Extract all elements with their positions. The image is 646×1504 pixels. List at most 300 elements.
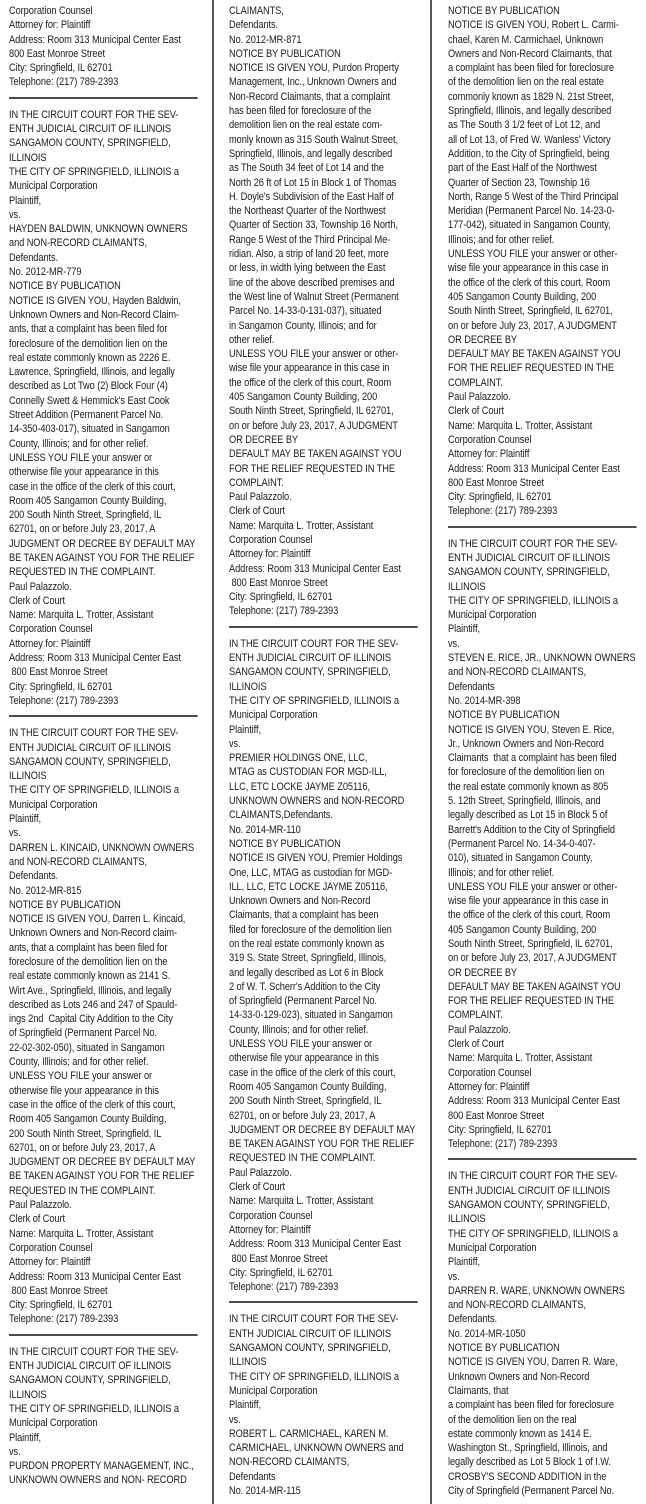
notice-line: Address: Room 313 Municipal Center East <box>229 1238 401 1251</box>
notice-line: ILLINOIS <box>229 1356 267 1369</box>
notice-line: Springfield, Illinois, and legally described <box>448 105 612 118</box>
notice-line: NOTICE BY PUBLICATION <box>448 709 560 722</box>
notice-line: Unknown Owners and Non-Record <box>229 895 371 908</box>
notice-line: Paul Palazzolo. <box>9 1199 72 1212</box>
notice-line: ENTH JUDICIAL CIRCUIT OF ILLINOIS <box>9 123 172 136</box>
notice-line: COMPLAINT. <box>448 376 503 389</box>
notice-line: of Springfield (Permanent Parcel No. <box>229 995 377 1008</box>
notice-line: Corporation Counsel <box>9 5 93 17</box>
notice-line: JUDGMENT OR DECREE BY DEFAULT MAY <box>229 1123 416 1136</box>
notice-line: STEVEN E. RICE, JR., UNKNOWN OWNERS <box>448 652 636 665</box>
notice-line: UNLESS YOU FILE your answer or <box>9 451 153 464</box>
notice-line: the office of the clerk of this court, Room <box>229 376 392 389</box>
notice-line: No. 2012-MR-871 <box>229 33 302 46</box>
notice-line: No. 2014-MR-115 <box>229 1484 301 1497</box>
notice-line: City: Springfield, IL 62701 <box>9 62 113 75</box>
notice-line: THE CITY OF SPRINGFIELD, ILLINOIS a <box>9 1402 179 1415</box>
notice-line: and legally described as Lot 6 in Block <box>229 966 384 979</box>
notice-line: in Sangamon County, Illinois; and for <box>229 319 377 332</box>
notice-line: Room 405 Sangamon County Building, <box>9 494 167 507</box>
notice-line: SANGAMON COUNTY, SPRINGFIELD, <box>229 1342 391 1355</box>
notice-line: DARREN R. WARE, UNKNOWN OWNERS <box>448 1284 625 1297</box>
notice-line: City: Springfield, IL 62701 <box>9 680 113 693</box>
notice-line: Defendants <box>229 1470 276 1483</box>
notice-line: Municipal Corporation <box>448 1241 537 1254</box>
notice-line: ants, that a complaint has been filed for <box>9 941 168 954</box>
notice-line: vs. <box>448 637 460 650</box>
notice-line: monly known as 315 South Walnut Street, <box>229 133 398 146</box>
notice-line: ILLINOIS <box>448 580 486 593</box>
notice-line: Defendants. <box>9 870 59 883</box>
notice-line: Meridian (Permanent Parcel No. 14-23-0- <box>448 205 615 218</box>
notice-line: ILLINOIS <box>229 680 267 693</box>
notice-line: City: Springfield, IL 62701 <box>9 1299 113 1312</box>
notice-line: REQUESTED IN THE COMPLAINT. <box>9 1184 156 1197</box>
notice-line: vs. <box>9 827 21 840</box>
notice-line: County, Illinois; and for other relief. <box>9 437 149 450</box>
notice-line: ings 2nd Capital City Addition to the City <box>9 1013 173 1026</box>
notice-line: UNKNOWN OWNERS and NON- RECORD <box>9 1474 187 1487</box>
notice-line: 800 East Monroe Street <box>448 1109 545 1122</box>
notice-line: IN THE CIRCUIT COURT FOR THE SEV- <box>448 1170 618 1183</box>
notice-line: as The South 34 feet of Lot 14 and the <box>229 162 384 175</box>
notice-line: Plaintiff, <box>9 1431 41 1444</box>
notice-line: described as Lots 246 and 247 of Spauld- <box>9 998 178 1011</box>
notice-line: FOR THE RELIEF REQUESTED IN THE <box>448 362 614 375</box>
notice-line: BE TAKEN AGAINST YOU FOR THE RELIEF <box>229 1138 415 1151</box>
notice-2012-MR-815 <box>9 726 206 1326</box>
notice-line: 177-042), situated in Sangamon County, <box>448 219 611 232</box>
notice-line: No. 2014-MR-110 <box>229 823 301 836</box>
notice-line: Telephone: (217) 789-2393 <box>229 605 339 618</box>
notice-line: IN THE CIRCUIT COURT FOR THE SEV- <box>229 1313 399 1326</box>
notice-line: NOTICE IS GIVEN YOU, Robert L. Carmi- <box>448 19 619 32</box>
notice-line: One, LLC, MTAG as custodian for MGD- <box>229 866 393 879</box>
notice-line: other relief. <box>229 333 275 346</box>
notice-line: Paul Palazzolo. <box>448 1023 511 1036</box>
notice-2012-MR-779 <box>9 108 206 708</box>
notice-line: THE CITY OF SPRINGFIELD, ILLINOIS a <box>448 1227 618 1240</box>
notice-line: of Springfield (Permanent Parcel No. <box>9 1027 157 1040</box>
notice-line: NOTICE BY PUBLICATION <box>229 837 341 850</box>
notice-line: 800 East Monroe Street <box>448 476 545 489</box>
notice-line: UNLESS YOU FILE your answer or <box>9 1070 153 1083</box>
column-1-content <box>9 4 206 1488</box>
notice-line: Telephone: (217) 789-2393 <box>9 76 119 89</box>
notice-line: Wirt Ave., Springfield, Illinois, and legally <box>9 984 172 997</box>
notice-line: 800 East Monroe Street <box>9 1284 108 1297</box>
notice-line: SANGAMON COUNTY, SPRINGFIELD, <box>448 1199 610 1212</box>
notice-line: NOTICE IS GIVEN YOU, Darren R. Ware, <box>448 1356 618 1369</box>
notice-line: Clerk of Court <box>448 1038 505 1051</box>
notice-line: PREMIER HOLDINGS ONE, LLC, <box>229 752 368 765</box>
notice-line: Attorney for: Plaintiff <box>9 637 91 650</box>
notice-line: No. 2012-MR-779 <box>9 266 82 279</box>
notice-line: 62701, on or before July 23, 2017, A <box>9 523 156 536</box>
notice-line: Clerk of Court <box>9 594 66 607</box>
notice-line: Owners and Non-Record Claimants, that <box>448 47 612 60</box>
notice-line: FOR THE RELIEF REQUESTED IN THE <box>448 995 614 1008</box>
notice-line: Address: Room 313 Municipal Center East <box>9 33 181 46</box>
notice-line: THE CITY OF SPRINGFIELD, ILLINOIS a <box>9 784 179 797</box>
notice-line: Street Addition (Permanent Parcel No. <box>9 409 164 422</box>
notice-line: estate commonly known as 1414 E. <box>448 1427 592 1440</box>
notice-line: BE TAKEN AGAINST YOU FOR THE RELIEF <box>9 1170 195 1183</box>
notice-line: THE CITY OF SPRINGFIELD, ILLINOIS a <box>448 594 618 607</box>
notice-line: ENTH JUDICIAL CIRCUIT OF ILLINOIS <box>9 741 172 754</box>
notice-line: DEFAULT MAY BE TAKEN AGAINST YOU <box>229 448 402 461</box>
notice-line: otherwise file your appearance in this <box>229 1052 379 1065</box>
notice-line: Attorney for: Plaintiff <box>9 19 91 32</box>
notice-line: 800 East Monroe Street <box>9 666 108 679</box>
notice-line: UNLESS YOU FILE your answer or other- <box>229 348 399 361</box>
notice-line: THE CITY OF SPRINGFIELD, ILLINOIS a <box>229 694 399 707</box>
notice-2014-MR-115-continuation <box>448 4 645 519</box>
notice-separator-rule <box>229 626 418 628</box>
notice-line: NOTICE BY PUBLICATION <box>9 898 121 911</box>
notice-line: wise file your appearance in this case in <box>448 895 609 908</box>
notice-line: Paul Palazzolo. <box>229 1166 292 1179</box>
notice-line: vs. <box>9 208 21 221</box>
notice-line: PURDON PROPERTY MANAGEMENT, INC., <box>9 1460 194 1473</box>
notice-line: ILL, LLC, ETC LOCKE JAYME Z05116, <box>229 880 388 893</box>
notice-line: ENTH JUDICIAL CIRCUIT OF ILLINOIS <box>448 1184 611 1197</box>
notice-line: on or before July 23, 2017, A JUDGMENT <box>229 419 398 432</box>
notice-line: ENTH JUDICIAL CIRCUIT OF ILLINOIS <box>229 1327 392 1340</box>
notice-line: Telephone: (217) 789-2393 <box>9 694 119 707</box>
legal-notices-column-1 <box>0 0 212 1504</box>
notice-line: case in the office of the clerk of this court, <box>9 480 176 493</box>
notice-line: Telephone: (217) 789-2393 <box>9 1313 119 1326</box>
notice-2014-MR-1050-start <box>448 1169 645 1498</box>
notice-line: THE CITY OF SPRINGFIELD, ILLINOIS a <box>9 165 179 178</box>
notice-line: OR DECREE BY <box>448 333 518 346</box>
notice-line: Municipal Corporation <box>9 1417 98 1430</box>
notice-line: NOTICE BY PUBLICATION <box>9 280 121 293</box>
notice-line: County, Illinois; and for other relief. <box>229 1023 369 1036</box>
notice-line: demolition lien on the real estate com- <box>229 119 383 132</box>
notice-line: BE TAKEN AGAINST YOU FOR THE RELIEF <box>9 551 195 564</box>
notice-line: case in the office of the clerk of this court, <box>229 1066 396 1079</box>
notice-line: 800 East Monroe Street <box>9 47 106 60</box>
notice-line: South Ninth Street, Springfield, IL 62701, <box>448 305 613 318</box>
notice-line: ILLINOIS <box>448 1213 486 1226</box>
notice-separator-rule <box>448 1158 637 1160</box>
notice-line: ENTH JUDICIAL CIRCUIT OF ILLINOIS <box>9 1360 172 1373</box>
notice-line: Attorney for: Plaintiff <box>229 548 311 561</box>
notice-line: 319 S. State Street, Springfield, Illinois, <box>229 952 387 965</box>
notice-line: NOTICE IS GIVEN YOU, Darren L. Kincaid, <box>9 913 186 926</box>
notice-line: South Ninth Street, Springfield, IL 62701, <box>448 938 613 950</box>
notice-line: Telephone: (217) 789-2393 <box>229 1281 339 1294</box>
notice-line: City of Springfield (Permanent Parcel No. <box>448 1484 615 1497</box>
notice-line: City: Springfield, IL 62701 <box>448 491 552 504</box>
notice-line: vs. <box>448 1270 460 1283</box>
notice-line: Room 405 Sangamon County Building, <box>9 1113 167 1126</box>
notice-separator-rule <box>9 715 198 717</box>
notice-line: Unknown Owners and Non-Record <box>448 1370 590 1383</box>
notice-line: Clerk of Court <box>229 505 286 518</box>
notice-line: Room 405 Sangamon County Building, <box>229 1080 387 1093</box>
notice-line: Management, Inc., Unknown Owners and <box>229 76 397 89</box>
notice-line: Jr., Unknown Owners and Non-Record <box>448 737 604 750</box>
notice-line: and NON-RECORD CLAIMANTS, <box>9 237 147 250</box>
notice-line: Name: Marquita L. Trotter, Assistant <box>9 1227 154 1240</box>
notice-line: Defendants. <box>448 1313 498 1326</box>
notice-line: (Permanent Parcel No. 14-34-0-407- <box>448 837 596 850</box>
notice-line: Addition, to the City of Springfield, being <box>448 147 610 160</box>
notice-separator-rule <box>448 526 637 528</box>
notice-line: 22-02-302-050), situated in Sangamon <box>9 1041 165 1054</box>
notice-line: JUDGMENT OR DECREE BY DEFAULT MAY <box>9 1156 196 1169</box>
notice-line: described as Lot Two (2) Block Four (4) <box>9 380 168 393</box>
notice-line: as The South 3 1/2 feet of Lot 12, and <box>448 119 601 132</box>
notice-line: Illinois; and for other relief. <box>448 866 555 879</box>
notice-line: 62701, on or before July 23, 2017, A <box>9 1141 156 1154</box>
notice-line: ROBERT L. CARMICHAEL, KAREN M. <box>229 1427 389 1440</box>
notice-line: Municipal Corporation <box>448 609 537 622</box>
notice-line: City: Springfield, IL 62701 <box>448 1123 552 1136</box>
notice-line: the office of the clerk of this court, Room <box>448 276 611 289</box>
notice-line: Municipal Corporation <box>229 1384 318 1397</box>
notice-line: Defendants. <box>9 251 59 264</box>
notice-line: Non-Record Claimants, that a complaint <box>229 90 391 103</box>
notice-line: UNLESS YOU FILE your answer or <box>229 1038 373 1051</box>
notice-line: 200 South Ninth Street, Springfield, IL <box>229 1095 382 1108</box>
notice-line: Quarter of Section 23, Township 16 <box>448 176 590 189</box>
notice-line: 2 of W. T. Scherr's Addition to the City <box>229 980 381 993</box>
notice-line: SANGAMON COUNTY, SPRINGFIELD, <box>448 566 610 579</box>
notice-line: and NON-RECORD CLAIMANTS, <box>448 666 586 679</box>
notice-line: Name: Marquita L. Trotter, Assistant <box>229 519 374 532</box>
notice-line: REQUESTED IN THE COMPLAINT. <box>9 566 156 579</box>
notice-line: Lawrence, Springfield, Illinois, and legally <box>9 366 175 379</box>
notice-line: FOR THE RELIEF REQUESTED IN THE <box>229 462 395 475</box>
notice-line: commonly known as 1829 N. 21st Street, <box>448 90 614 103</box>
notice-line: CARMICHAEL, UNKNOWN OWNERS and <box>229 1442 404 1455</box>
notice-line: THE CITY OF SPRINGFIELD, ILLINOIS a <box>229 1370 399 1383</box>
notice-line: 405 Sangamon County Building, 200 <box>448 923 597 936</box>
notice-line: UNLESS YOU FILE your answer or other- <box>448 880 618 893</box>
notice-line: vs. <box>229 1413 241 1426</box>
notice-line: UNLESS YOU FILE your answer or other- <box>448 248 618 261</box>
notice-line: Range 5 West of the Third Principal Me- <box>229 233 391 246</box>
column-2-content <box>229 4 426 1498</box>
notice-line: SANGAMON COUNTY, SPRINGFIELD, <box>9 755 171 768</box>
notice-line: Plaintiff, <box>229 1399 261 1412</box>
notice-line: vs. <box>9 1445 21 1458</box>
notice-line: Illinois; and for other relief. <box>448 233 555 246</box>
notice-line: CROSBY'S SECOND ADDITION in the <box>448 1470 607 1483</box>
notice-line: NOTICE IS GIVEN YOU, Steven E. Rice, <box>448 723 615 736</box>
notice-line: IN THE CIRCUIT COURT FOR THE SEV- <box>448 537 618 550</box>
notice-line: LLC, ETC LOCKE JAYME Z05116, <box>229 780 371 793</box>
notice-line: the West line of Walnut Street (Permanent <box>229 290 399 303</box>
notice-line: Telephone: (217) 789-2393 <box>448 1138 558 1151</box>
notice-separator-rule <box>9 97 198 99</box>
notice-line: the real estate commonly known as 805 <box>448 780 609 793</box>
notice-line: the office of the clerk of this court, Room <box>448 909 611 922</box>
notice-line: NOTICE IS GIVEN YOU, Premier Holdings <box>229 852 403 865</box>
notice-separator-rule <box>229 1301 418 1303</box>
notice-line: real estate commonly known as 2141 S. <box>9 970 171 983</box>
notice-line: No. 2014-MR-1050 <box>448 1327 526 1340</box>
notice-line: North, Range 5 West of the Third Principal <box>448 190 619 203</box>
notice-line: Corporation Counsel <box>9 623 93 636</box>
notice-line: line of the above described premises and <box>229 276 395 289</box>
notice-2012-MR-871-continuation <box>229 4 426 619</box>
notice-line: all of Lot 13, of Fred W. Wanless' Victory <box>448 133 611 146</box>
notice-2014-MR-115-start <box>229 1312 426 1498</box>
notice-line: the Northeast Quarter of the Northwest <box>229 205 386 218</box>
notice-line: real estate commonly known as 2226 E. <box>9 351 171 364</box>
notice-line: otherwise file your appearance in this <box>9 466 159 479</box>
notice-line: Telephone: (217) 789-2393 <box>448 505 558 518</box>
notice-line: IN THE CIRCUIT COURT FOR THE SEV- <box>9 1345 179 1358</box>
notice-line: South Ninth Street, Springfield, IL 62701, <box>229 405 394 418</box>
notice-line: of the demolition lien on the real estate <box>448 76 604 89</box>
notice-line: Corporation Counsel <box>229 533 313 546</box>
notice-line: Plaintiff, <box>448 623 480 636</box>
notice-line: Attorney for: Plaintiff <box>229 1223 311 1236</box>
notice-line: Address: Room 313 Municipal Center East <box>229 562 401 575</box>
notice-line: 200 South Ninth Street, Springfield, IL <box>9 1127 162 1140</box>
notice-line: NOTICE BY PUBLICATION <box>448 5 560 17</box>
notice-line: Parcel No. 14-33-0-131-037), situated <box>229 305 382 318</box>
notice-line: City: Springfield, IL 62701 <box>229 591 333 604</box>
notice-line: ILLINOIS <box>9 770 47 783</box>
notice-line: Municipal Corporation <box>9 180 98 193</box>
notice-line: 200 South Ninth Street, Springfield, IL <box>9 509 162 522</box>
notice-line: DARREN L. KINCAID, UNKNOWN OWNERS <box>9 841 195 854</box>
notice-line: ILLINOIS <box>9 1388 47 1401</box>
notice-line: Name: Marquita L. Trotter, Assistant <box>448 1052 593 1065</box>
notice-line: or less, in width lying between the East <box>229 262 386 275</box>
notice-line: CLAIMANTS, <box>229 5 284 17</box>
notice-line: ENTH JUDICIAL CIRCUIT OF ILLINOIS <box>229 652 392 665</box>
notice-line: Springfield, Illinois, and legally described <box>229 147 393 160</box>
notice-2014-MR-398 <box>448 537 645 1152</box>
notice-line: North 26 ft of Lot 15 in Block 1 of Thomas <box>229 176 397 189</box>
notice-line: Plaintiff, <box>448 1256 480 1269</box>
notice-line: 5. 12th Street, Springfield, Illinois, and <box>448 795 601 808</box>
notice-line: has been filed for foreclosure of the <box>229 105 372 118</box>
notice-line: of the demolition lien on the real <box>448 1413 577 1426</box>
notice-line: part of the East Half of the Northwest <box>448 162 597 175</box>
notice-line: legally described as Lot 15 in Block 5 of <box>448 809 608 822</box>
legal-notices-column-3 <box>432 0 646 1504</box>
notice-line: JUDGMENT OR DECREE BY DEFAULT MAY <box>9 537 196 550</box>
notice-line: Corporation Counsel <box>9 1241 93 1254</box>
notice-line: REQUESTED IN THE COMPLAINT. <box>229 1152 376 1165</box>
notice-line: City: Springfield, IL 62701 <box>229 1266 333 1279</box>
notice-line: wise file your appearance in this case in <box>229 362 390 375</box>
notice-line: on or before July 23, 2017, A JUDGMENT <box>448 319 617 332</box>
notice-line: for foreclosure of the demolition lien on <box>448 766 605 779</box>
notice-line: OR DECREE BY <box>448 966 518 979</box>
notice-line: Plaintiff, <box>9 813 41 826</box>
notice-line: 14-33-0-129-023), situated in Sangamon <box>229 1009 393 1022</box>
notice-line: filed for foreclosure of the demolition lien <box>229 923 392 936</box>
notice-line: Name: Marquita L. Trotter, Assistant <box>448 419 593 432</box>
notice-line: Clerk of Court <box>448 405 505 418</box>
notice-line: Attorney for: Plaintiff <box>9 1256 91 1269</box>
notice-line: 800 East Monroe Street <box>229 576 328 589</box>
notice-line: Claimants that a complaint has been filed <box>448 752 617 765</box>
notice-line: No. 2012-MR-815 <box>9 884 82 897</box>
notice-line: and NON-RECORD CLAIMANTS, <box>9 855 147 868</box>
notice-line: Municipal Corporation <box>9 798 98 811</box>
notice-line: 62701, on or before July 23, 2017, A <box>229 1109 376 1122</box>
legal-notices-column-2 <box>214 0 430 1504</box>
notice-line: Washington St., Springfield, Illinois, and <box>448 1442 608 1455</box>
notice-footer-continuation <box>9 4 206 90</box>
notice-line: foreclosure of the demolition lien on the <box>9 337 168 350</box>
notice-line: Attorney for: Plaintiff <box>448 448 530 461</box>
notice-line: Address: Room 313 Municipal Center East <box>9 1270 181 1283</box>
notice-line: Address: Room 313 Municipal Center East <box>448 462 620 475</box>
notice-line: IN THE CIRCUIT COURT FOR THE SEV- <box>9 727 179 740</box>
notice-line: 800 East Monroe Street <box>229 1252 328 1265</box>
notice-line: SANGAMON COUNTY, SPRINGFIELD, <box>9 137 171 150</box>
notice-line: COMPLAINT. <box>229 476 284 489</box>
notice-line: MTAG as CUSTODIAN FOR MGD-ILL, <box>229 766 387 779</box>
notice-line: NOTICE IS GIVEN YOU, Purdon Property <box>229 62 399 75</box>
notice-line: Clerk of Court <box>229 1181 286 1194</box>
notice-line: Address: Room 313 Municipal Center East <box>9 652 181 665</box>
notice-line: legally described as Lot 5 Block 1 of I.W. <box>448 1456 611 1469</box>
notice-line: Claimants, that a complaint has been <box>229 909 379 922</box>
notice-line: Name: Marquita L. Trotter, Assistant <box>229 1195 374 1208</box>
notice-line: Barrett's Addition to the City of Springfield <box>448 823 615 836</box>
notice-line: vs. <box>229 737 241 750</box>
notice-line: case in the office of the clerk of this court, <box>9 1098 176 1111</box>
column-3-content <box>448 4 645 1498</box>
notice-line: Corporation Counsel <box>229 1209 313 1222</box>
notice-line: 405 Sangamon County Building, 200 <box>448 290 597 303</box>
notice-line: Municipal Corporation <box>229 709 318 722</box>
notice-line: Claimants, that <box>448 1384 509 1397</box>
notice-line: County, Illinois; and for other relief. <box>9 1056 149 1069</box>
notice-line: Paul Palazzolo. <box>448 391 511 404</box>
notice-line: Plaintiff, <box>9 194 41 207</box>
notice-line: Unknown Owners and Non-Record claim- <box>9 927 177 940</box>
notice-line: HAYDEN BALDWIN, UNKNOWN OWNERS <box>9 223 188 236</box>
notice-line: Name: Marquita L. Trotter, Assistant <box>9 609 154 622</box>
notice-line: UNKNOWN OWNERS and NON-RECORD <box>229 795 405 808</box>
notice-line: ILLINOIS <box>9 151 47 164</box>
notice-line: Quarter of Section 33, Township 16 North, <box>229 219 398 232</box>
notice-line: Address: Room 313 Municipal Center East <box>448 1095 620 1108</box>
notice-line: 14-350-403-017), situated in Sangamon <box>9 423 170 436</box>
notice-line: ridian. Also, a strip of land 20 feet, more <box>229 248 389 261</box>
notice-2014-MR-110 <box>229 637 426 1295</box>
notice-line: IN THE CIRCUIT COURT FOR THE SEV- <box>229 637 399 650</box>
notice-line: on or before July 23, 2017, A JUDGMENT <box>448 952 617 965</box>
notice-line: NOTICE BY PUBLICATION <box>229 47 341 60</box>
notice-line: H. Doyle's Subdivision of the East Half of <box>229 190 394 203</box>
notice-line: a complaint has been filed for foreclosure <box>448 62 614 75</box>
notice-line: ants, that a complaint has been filed for <box>9 323 168 336</box>
notice-line: SANGAMON COUNTY, SPRINGFIELD, <box>229 666 391 679</box>
notice-line: IN THE CIRCUIT COURT FOR THE SEV- <box>9 108 179 121</box>
notice-line: Defendants <box>448 680 495 693</box>
notice-line: Unknown Owners and Non-Record Claim- <box>9 308 180 321</box>
notice-line: Paul Palazzolo. <box>9 580 72 593</box>
notice-line: NOTICE BY PUBLICATION <box>448 1342 560 1355</box>
notice-line: and NON-RECORD CLAIMANTS, <box>448 1299 586 1312</box>
notice-line: Plaintiff, <box>229 723 261 736</box>
